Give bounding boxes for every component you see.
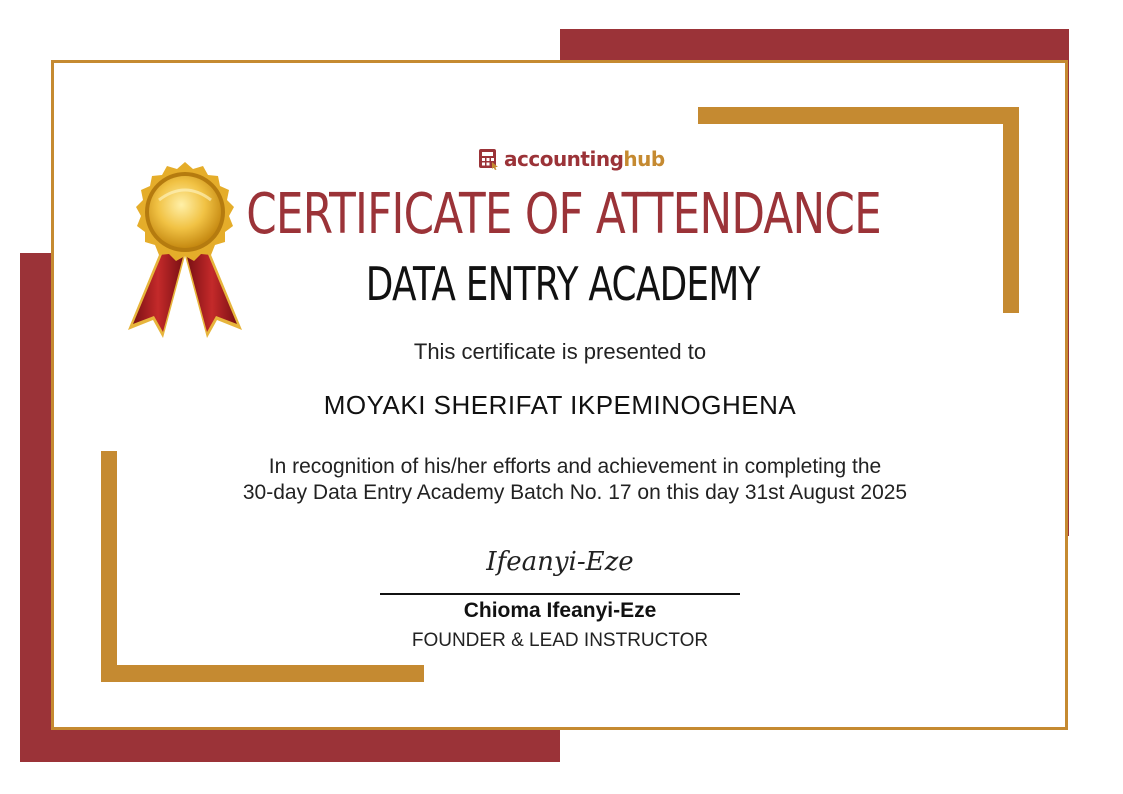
recognition-line-1: In recognition of his/her efforts and achievement in completing the xyxy=(268,455,882,478)
certificate-subtitle: DATA ENTRY ACADEMY xyxy=(365,257,760,311)
gold-bracket-top-vertical xyxy=(1003,107,1019,313)
calculator-icon xyxy=(478,148,500,170)
handwritten-signature: Ifeanyi-Eze xyxy=(486,547,634,577)
signer-name: Chioma Ifeanyi-Eze xyxy=(463,599,657,622)
recipient-name: MOYAKI SHERIFAT IKPEMINOGHENA xyxy=(323,390,797,420)
signature-line xyxy=(380,593,740,595)
gold-bracket-top-horizontal xyxy=(698,107,1019,124)
presented-text: This certificate is presented to xyxy=(413,339,707,364)
brand-name-part1: accounting xyxy=(504,147,624,171)
certificate-title: CERTIFICATE OF ATTENDANCE xyxy=(246,182,881,247)
signer-role: FOUNDER & LEAD INSTRUCTOR xyxy=(411,630,709,651)
recognition-line-2: 30-day Data Entry Academy Batch No. 17 on this day 31st August 2025 xyxy=(242,481,908,504)
gold-bracket-bottom-horizontal xyxy=(101,665,424,682)
brand-name-part2: hub xyxy=(623,147,665,171)
brand-logo xyxy=(478,145,665,173)
